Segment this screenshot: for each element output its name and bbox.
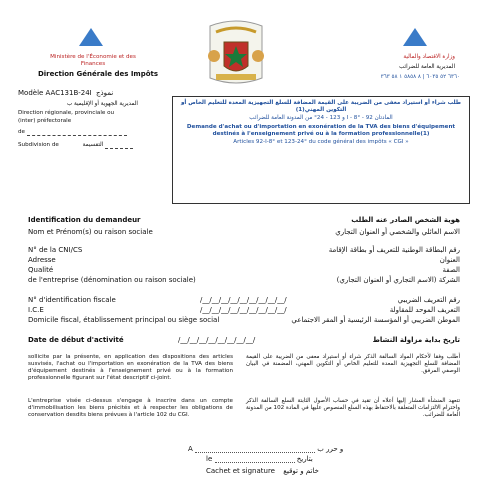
- right-dg: المديرية العامة للضرائب: [399, 64, 455, 70]
- activity-label-ar: تاريخ بداية مزاولة النشاط: [372, 336, 460, 344]
- sign-place-label: A: [188, 445, 193, 453]
- sign-place-field[interactable]: [195, 452, 315, 453]
- left-ministry: Ministère de l'Économie et des Finances: [50, 54, 136, 67]
- ident-company-fr: de l'entreprise (dénomination ou raison sociale): [28, 276, 196, 284]
- title-ar: طلب شراء أو استيراد معفى من الضريبة على القيمة المضافة للسلع التجهيزية المعدة للتعليم الخاص أو التكوين المهني(1): [180, 100, 462, 113]
- body-ar-p2: تتعهد المنشأة المشار إليها أعلاه أن تقيد في حساب الأصول الثابتة السلع السالفة الذكر واحترام الالتزامات المتعلقة بالاحتفاظ بهذه السلع المنصوص عليها في المادة 102 من المدونة العامة للضرائب.: [246, 398, 461, 418]
- ident-name-ar: الاسم العائلي والشخصي أو العنوان التجاري: [335, 228, 460, 236]
- dgi-logo-icon-right: [403, 28, 427, 46]
- fiscal-nif-ar: رقم التعريف الضريبي: [397, 296, 460, 304]
- model-code: Modèle AAC131B-24I: [18, 89, 92, 97]
- fiscal-ice-fr: I.C.E: [28, 306, 44, 314]
- subdivision-field[interactable]: [105, 148, 133, 149]
- body-fr-p2: L'entreprise visée ci-dessus s'engage à inscrire dans un compte d'immobilisation les biens précités et à respecter les obligations de conservation desdits biens prévues à l'article 102 du CGI.: [28, 398, 233, 418]
- admin-dir-fr-1: Direction régionale, provinciale ou: [18, 110, 115, 116]
- body-ar-p1: أطلب وفقا لأحكام المواد السالفة الذكر شراء أو استيراد معفى من الضريبة على القيمة المضافة للسلع التجهيزية المعدة للتعليم الخاص أو التكوين المهني، المضمنة في البيان الوصفي المرفق.: [246, 354, 460, 374]
- activity-label-fr: Date de début d'activité: [28, 336, 124, 344]
- ident-company-ar: الشركة (الاسم التجاري أو العنوان التجاري): [336, 276, 460, 284]
- sign-date-field[interactable]: [215, 462, 295, 463]
- ident-row-address: [28, 256, 460, 266]
- subdivision-label-ar: التقسيمة: [82, 142, 104, 148]
- ident-cni-fr: N° de la CNI/CS: [28, 246, 83, 254]
- right-logo: [395, 28, 435, 50]
- left-dg-title: Direction Générale des Impôts: [37, 70, 159, 78]
- fiscal-ice-slots[interactable]: /__/__/__/__/__/__/__/__/__/: [200, 306, 287, 314]
- sign-cachet-label: Cachet et signature: [206, 467, 275, 475]
- body-fr-p1: sollicite par la présente, en application des dispositions des articles susvisés, l'achat ou l'importation en exonération de la TVA des biens d'équipement destinés à l'enseignement privé ou à la formation professionnelle figurant sur l'état descriptif ci-joint.: [28, 354, 233, 381]
- right-ministry: وزارة الاقتصاد والمالية: [403, 54, 455, 60]
- ident-address-fr: Adresse: [28, 256, 56, 264]
- fiscal-ice-ar: التعريف الموحد للمقاولة: [389, 306, 460, 314]
- ident-quality-ar: الصفة: [442, 266, 460, 274]
- fiscal-row-domicile: [28, 316, 460, 326]
- dgi-logo-icon: [79, 28, 103, 46]
- sign-date-label: le: [206, 455, 213, 463]
- subdivision-label: Subdivision de: [18, 142, 59, 148]
- admin-subdivision-row: [18, 142, 168, 149]
- ident-row-cni: [28, 246, 460, 256]
- ident-name-fr: Nom et Prénom(s) ou raison sociale: [28, 228, 153, 236]
- ident-row-name: [28, 228, 460, 238]
- royal-emblem-icon: [200, 18, 272, 88]
- title-box: [172, 96, 470, 204]
- identification-heading-fr: Identification du demandeur: [28, 216, 141, 224]
- sign-place-ar: و حرر ب: [317, 445, 344, 453]
- admin-dir-fr-2: (inter) préfectorale: [18, 118, 72, 124]
- activity-row: [28, 336, 460, 346]
- ident-address-ar: العنوان: [439, 256, 460, 264]
- sign-cachet-row: [206, 467, 356, 476]
- sign-date-ar: بتاريخ: [296, 455, 313, 463]
- ident-row-quality: [28, 266, 460, 276]
- activity-date-slots[interactable]: /__/__/__/__/__/__/__/__/: [178, 336, 256, 344]
- model-label: [18, 89, 158, 97]
- emblem: [200, 18, 272, 88]
- fiscal-row-ice: [28, 306, 460, 316]
- sign-date-row: [206, 455, 356, 464]
- sign-cachet-ar: خاتم و توقيع: [283, 467, 319, 475]
- admin-de-field[interactable]: [27, 135, 127, 136]
- fiscal-row-nif: [28, 296, 460, 306]
- fiscal-domicile-fr: Domicile fiscal, établissement principal ou siège social: [28, 316, 220, 324]
- admin-de-row: [18, 129, 148, 136]
- title-ar-articles: المادتان 92 - I - 8° و 123 - 24° من المدونة العامة للضرائب: [249, 115, 393, 121]
- fiscal-nif-slots[interactable]: /__/__/__/__/__/__/__/__/__/: [200, 296, 287, 304]
- right-code: ٦٣٦٠ ٥٢ ٦٠٣٥ | ٨ ٥٨٥٨ ١ ٥٨ ٣٦٣: [380, 74, 460, 80]
- fiscal-nif-fr: N° d'identification fiscale: [28, 296, 116, 304]
- title-fr: Demande d'achat ou d'importation en exonération de la TVA des biens d'équipement destinés à l'enseignement privé ou à la formation professionnelle(1): [186, 124, 456, 137]
- admin-dir-ar: المديرية الجهوية أو الإقليمية ب: [66, 101, 138, 107]
- sign-place-row: [188, 445, 388, 454]
- identification-heading-ar: هوية الشخص الصادر عنه الطلب: [351, 216, 460, 224]
- ident-cni-ar: رقم البطاقة الوطنية للتعريف أو بطاقة الإقامة: [328, 246, 460, 254]
- model-label-ar: نموذج: [95, 89, 114, 97]
- ident-row-company: [28, 276, 460, 286]
- admin-de-label: de: [18, 129, 25, 135]
- left-logo: [66, 28, 116, 54]
- ident-quality-fr: Qualité: [28, 266, 54, 274]
- title-fr-articles: Articles 92-I-8° et 123-24° du code général des impôts « CGI »: [233, 139, 409, 145]
- fiscal-domicile-ar: الموطن الضريبي أو المؤسسة الرئيسية أو المقر الاجتماعي: [291, 316, 460, 324]
